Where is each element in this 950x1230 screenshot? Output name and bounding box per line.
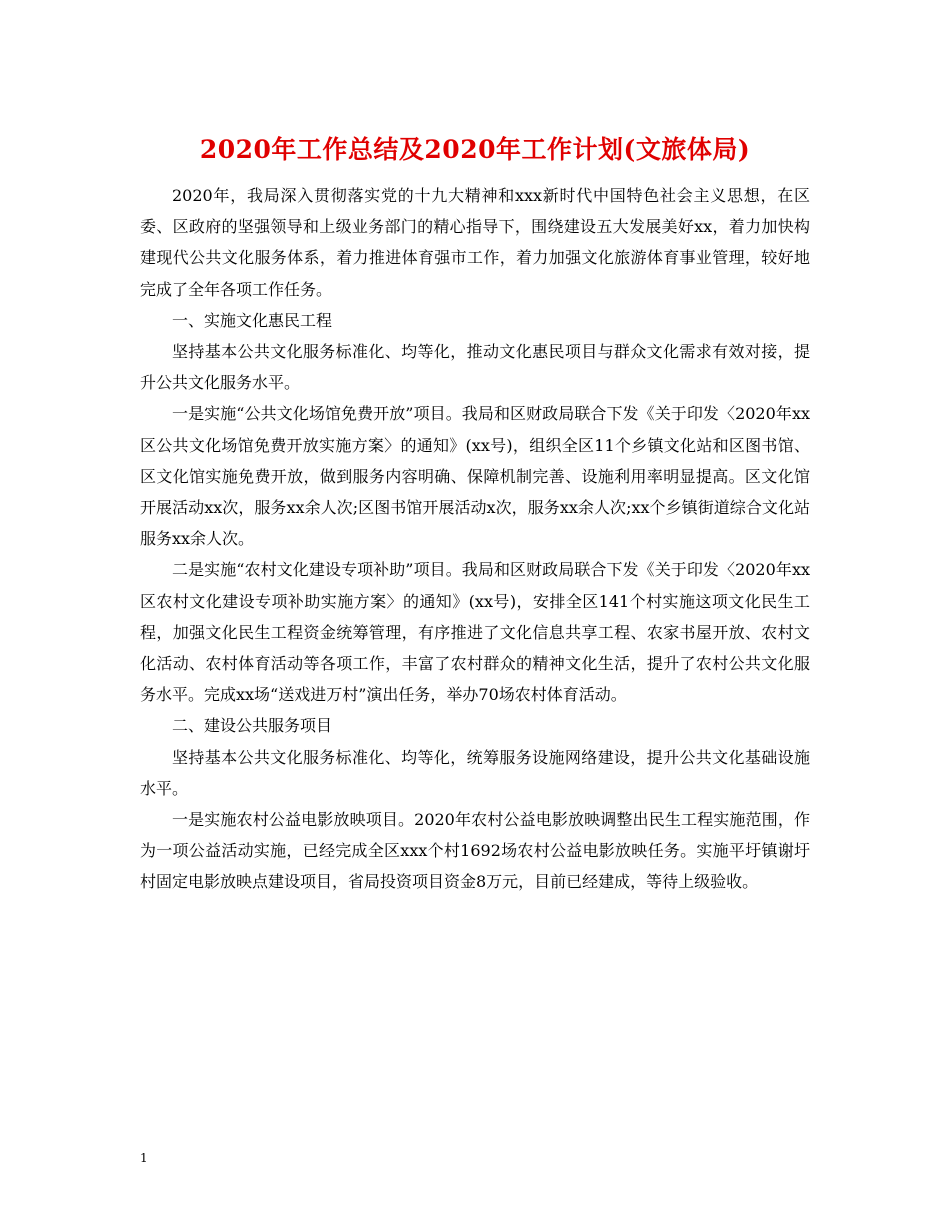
body-paragraph: 一是实施农村公益电影放映项目。2020年农村公益电影放映调整出民生工程实施范围，作为一项公益活动实施，已经完成全区xxx个村1692场农村公益电影放映任务。实施平圩镇谢圩村固定电影放映点建设项目，省局投资项目资金8万元，目前已经建成，等待上级验收。	[140, 810, 810, 892]
body-paragraph: 坚持基本公共文化服务标准化、均等化，推动文化惠民项目与群众文化需求有效对接，提升公共文化服务水平。	[140, 342, 810, 393]
section-heading: 二、建设公共服务项目	[172, 716, 333, 736]
document-body	[140, 180, 810, 898]
body-paragraph: 二是实施“农村文化建设专项补助”项目。我局和区财政局联合下发《关于印发〈2020年xx区农村文化建设专项补助实施方案〉的通知》(xx号)，安排全区141个村实施这项文化民生工程，加强文化民生工程资金统筹管理，有序推进了文化信息共享工程、农家书屋开放、农村文化活动、农村体育活动等各项工作，丰富了农村群众的精神文化生活，提升了农村公共文化服务水平。完成xx场“送戏进万村”演出任务，举办70场农村体育活动。	[140, 560, 810, 705]
document-title: 2020年工作总结及2020年工作计划(文旅体局)	[199, 135, 751, 164]
page-number: 1	[140, 1151, 148, 1165]
body-paragraph: 坚持基本公共文化服务标准化、均等化，统筹服务设施网络建设，提升公共文化基础设施水平。	[140, 747, 810, 798]
body-paragraph: 一是实施“公共文化场馆免费开放”项目。我局和区财政局联合下发《关于印发〈2020年xx区公共文化场馆免费开放实施方案〉的通知》(xx号)，组织全区11个乡镇文化站和区图书馆、区文化馆实施免费开放，做到服务内容明确、保障机制完善、设施利用率明显提高。区文化馆开展活动xx次，服务xx余人次;区图书馆开展活动x次，服务xx余人次;xx个乡镇街道综合文化站服务xx余人次。	[140, 404, 810, 549]
body-paragraph: 2020年，我局深入贯彻落实党的十九大精神和xxx新时代中国特色社会主义思想，在区委、区政府的坚强领导和上级业务部门的精心指导下，围绕建设五大发展美好xx，着力加快构建现代公共文化服务体系，着力推进体育强市工作，着力加强文化旅游体育事业管理，较好地完成了全年各项工作任务。	[140, 186, 810, 299]
section-heading: 一、实施文化惠民工程	[172, 310, 333, 330]
